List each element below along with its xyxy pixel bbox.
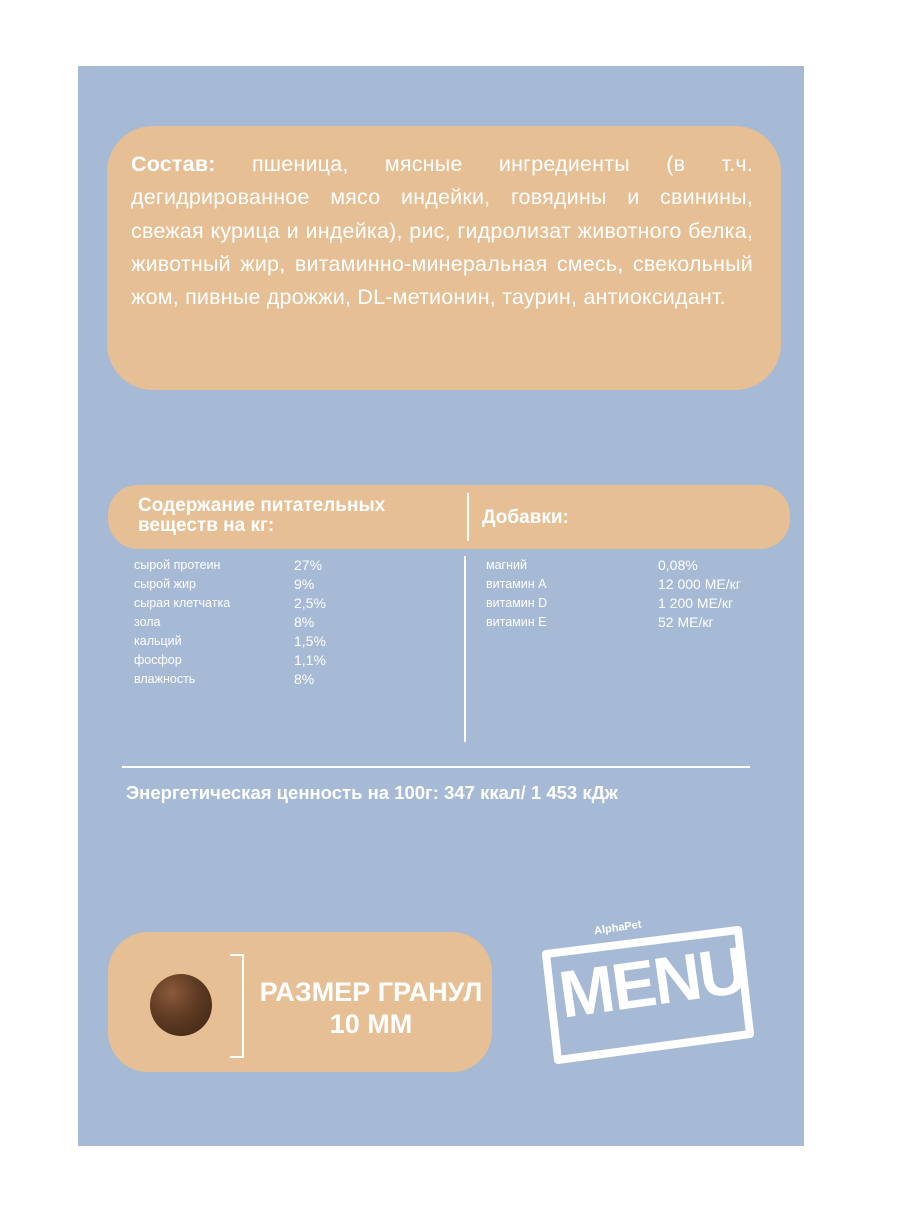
additives-title: Добавки: [482,507,569,528]
header-divider [467,493,469,541]
nutrient-name: кальций [134,634,182,648]
energy-value: Энергетическая ценность на 100г: 347 ккал/ 1 453 кДж [126,782,618,803]
additive-value: 12 000 МЕ/кг [658,576,741,592]
additive-name: витамин D [486,596,548,610]
nutrient-value: 8% [294,671,315,687]
nutrient-value: 9% [294,576,315,592]
additive-value: 0,08% [658,557,698,573]
brand-logo [532,918,762,1072]
nutrient-value: 8% [294,614,315,630]
nutrient-value: 27% [294,557,323,573]
additive-name: витамин А [486,577,547,591]
nutrient-value: 1,1% [294,652,326,668]
kibble-icon [150,974,212,1036]
nutrient-value: 2,5% [294,595,326,611]
bracket-icon [230,954,244,1058]
granule-size-line1: РАЗМЕР ГРАНУЛ [259,977,483,1007]
nutrient-name: влажность [134,672,196,686]
nutrient-name: фосфор [134,653,182,667]
nutrient-value: 1,5% [294,633,326,649]
composition-ingredients: пшеница, мясные ингредиенты (в т.ч. дегидрированное мясо индейки, говядины и свинины, свежая курица и индейка), рис, гидролизат животного белка, животный жир, витаминно-минеральная смесь, свекольный жом, пивные дрожжи, DL-метионин, таурин, антиоксидант. [131,152,753,310]
column-divider [464,556,466,742]
nutrients-title [138,496,468,536]
additive-name: витамин Е [486,615,547,629]
additive-value: 52 МЕ/кг [658,614,714,630]
logo-brand: AlphaPet [593,918,643,938]
product-info-panel [78,66,804,1146]
nutrient-name: сырая клетчатка [134,596,231,610]
composition-text [131,148,753,314]
composition-box [107,126,781,390]
nutrient-name: сырой протеин [134,558,221,572]
energy-divider [122,766,750,768]
granule-size-box [108,932,492,1072]
granule-size-text [256,976,486,1040]
nutrients-header-bar [108,485,790,549]
composition-label: Состав: [131,152,216,176]
nutrient-name: сырой жир [134,577,196,591]
logo-word: MENU [554,932,750,1032]
nutrient-name: зола [134,615,161,629]
nutrients-title-line2: веществ на кг: [138,515,275,536]
granule-size-line2: 10 ММ [329,1009,413,1039]
nutrients-title-line1: Содержание питательных [138,495,386,516]
additive-value: 1 200 МЕ/кг [658,595,734,611]
additive-name: магний [486,558,527,572]
